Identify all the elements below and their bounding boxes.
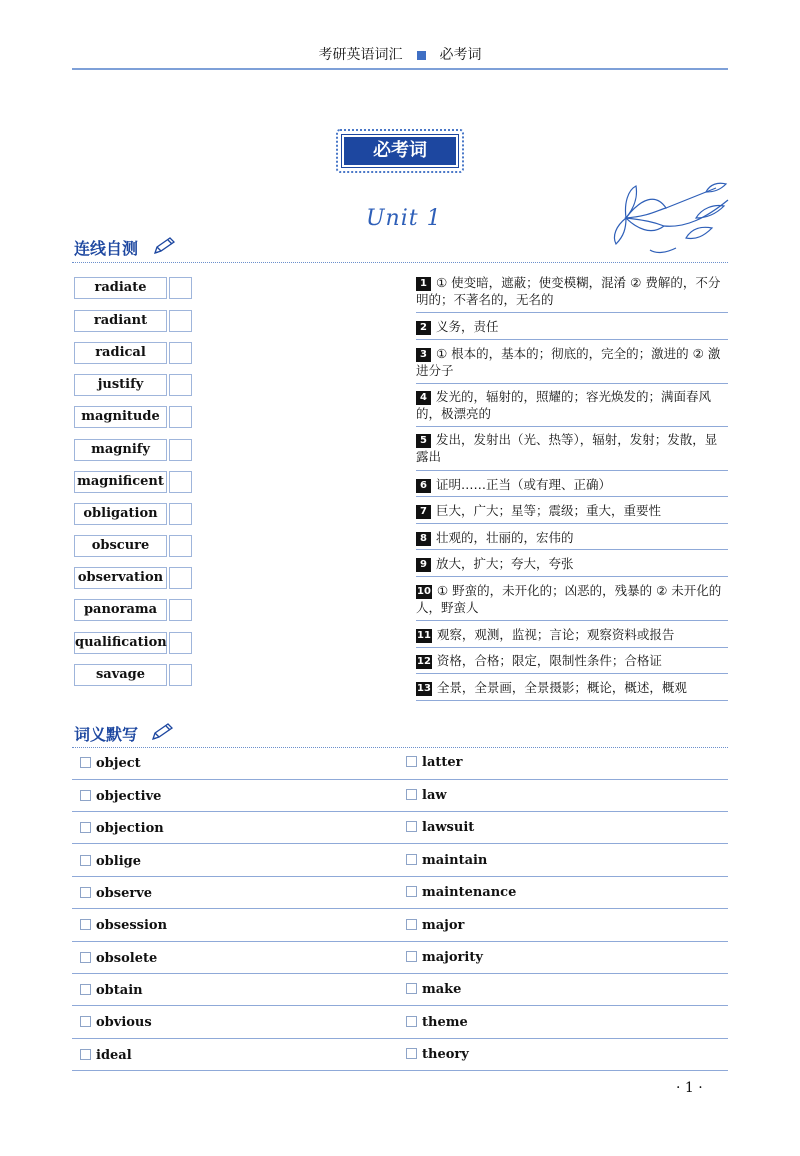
definition-item [416, 274, 728, 308]
checkbox[interactable] [406, 1048, 417, 1059]
match-section-title: 连线自测 [74, 239, 139, 258]
dictation-word: obvious [96, 1015, 152, 1030]
definition-text: 发光的，辐射的，照耀的；容光焕发的；满面春风的，极漂亮的 [416, 389, 712, 421]
definition-text: 证明……正当（或有理、正确） [436, 477, 612, 492]
answer-box[interactable] [169, 632, 192, 654]
running-header [0, 44, 800, 64]
checkbox[interactable] [80, 1049, 91, 1060]
dictation-item [80, 852, 141, 872]
definition-number: 4 [416, 391, 431, 405]
definition-item [416, 652, 728, 669]
definition-number: 13 [417, 683, 431, 694]
dictation-rule [72, 941, 728, 942]
checkbox[interactable] [80, 790, 91, 801]
answer-box[interactable] [169, 471, 192, 493]
definition-item [416, 476, 728, 493]
dictation-word: law [422, 788, 447, 803]
dictation-item [80, 981, 143, 1001]
answer-box[interactable] [169, 567, 192, 589]
definition-rule [416, 470, 728, 471]
definition-number: 5 [416, 434, 431, 448]
dictation-item [406, 851, 487, 871]
checkbox[interactable] [406, 886, 417, 897]
definition-rule [416, 339, 728, 340]
match-word: observation [74, 567, 167, 589]
dictation-item [406, 980, 461, 1000]
definition-text: ① 使变暗，遮蔽；使变模糊，混淆 ② 费解的，不分明的；不著名的，无名的 [416, 275, 721, 307]
dictation-word: maintain [422, 853, 488, 868]
checkbox[interactable] [80, 887, 91, 898]
definition-number: 8 [416, 532, 431, 546]
answer-box[interactable] [169, 439, 192, 461]
dictation-word: theme [422, 1015, 468, 1030]
definition-item [416, 345, 728, 379]
definition-text: 壮观的，壮丽的，宏伟的 [436, 530, 574, 545]
definition-rule [416, 700, 728, 701]
checkbox[interactable] [80, 1016, 91, 1027]
match-word: magnify [74, 439, 167, 461]
match-section-rule [72, 262, 728, 263]
definition-number: 7 [416, 505, 431, 519]
definition-rule [416, 549, 728, 550]
dictation-rule [72, 811, 728, 812]
definition-rule [416, 647, 728, 648]
dictation-item [80, 754, 141, 774]
checkbox[interactable] [80, 855, 91, 866]
checkbox[interactable] [80, 822, 91, 833]
checkbox[interactable] [406, 919, 417, 930]
definition-rule [416, 496, 728, 497]
dictation-item [406, 1045, 469, 1065]
dictation-word: ideal [96, 1048, 132, 1063]
definition-text: 资格，合格；限定，限制性条件；合格证 [436, 653, 662, 668]
match-word: radiate [74, 277, 167, 299]
dictation-rule [72, 1005, 728, 1006]
dictation-item [406, 786, 447, 806]
definition-item [416, 679, 728, 696]
dictation-word: observe [96, 886, 153, 901]
definition-item [416, 626, 728, 643]
dictation-item [406, 916, 464, 936]
pencil-icon [150, 722, 176, 742]
dictation-rule [72, 908, 728, 909]
answer-box[interactable] [169, 374, 192, 396]
dictation-section-rule [72, 747, 728, 748]
definition-text: 巨大，广大；星等；震级；重大，重要性 [436, 503, 662, 518]
answer-box[interactable] [169, 664, 192, 686]
dictation-item [80, 1046, 132, 1066]
answer-box[interactable] [169, 277, 192, 299]
checkbox[interactable] [406, 983, 417, 994]
header-section: 必考词 [439, 47, 482, 63]
definition-number: 2 [416, 321, 431, 335]
section-banner [336, 129, 464, 173]
definition-number: 11 [417, 630, 431, 641]
definition-rule [416, 312, 728, 313]
dictation-word: objection [96, 821, 164, 836]
definition-text: ① 野蛮的，未开化的；凶恶的，残暴的 ② 未开化的人，野蛮人 [416, 583, 722, 615]
header-rule [72, 68, 728, 70]
definition-item [416, 502, 728, 519]
checkbox[interactable] [406, 821, 417, 832]
checkbox[interactable] [406, 854, 417, 865]
definition-number: 1 [416, 277, 431, 291]
pencil-icon [152, 236, 178, 256]
dictation-rule [72, 1038, 728, 1039]
dictation-word: oblige [96, 854, 141, 869]
definition-item [416, 318, 728, 335]
dictation-word: theory [422, 1047, 469, 1062]
answer-box[interactable] [169, 406, 192, 428]
definition-rule [416, 523, 728, 524]
dictation-rule [72, 973, 728, 974]
checkbox[interactable] [406, 1016, 417, 1027]
answer-box[interactable] [169, 342, 192, 364]
dictation-word: objective [96, 789, 162, 804]
dictation-item [406, 883, 516, 903]
page-number: · 1 · [676, 1080, 703, 1096]
dictation-word: lawsuit [422, 820, 475, 835]
dictation-word: majority [422, 950, 483, 965]
dictation-word: object [96, 756, 141, 771]
match-word: obligation [74, 503, 167, 525]
definition-text: 发出，发射出（光、热等），辐射，发射；发散，显露出 [416, 432, 718, 464]
answer-box[interactable] [169, 503, 192, 525]
dictation-item [80, 916, 167, 936]
dictation-word: latter [422, 755, 463, 770]
definition-number: 6 [416, 479, 431, 493]
checkbox[interactable] [80, 757, 91, 768]
dictation-item [80, 787, 161, 807]
dictation-rule [72, 876, 728, 877]
dictation-rule [72, 843, 728, 844]
match-word: panorama [74, 599, 167, 621]
definition-number: 9 [416, 558, 431, 572]
definition-text: ① 根本的，基本的；彻底的，完全的；激进的 ② 激进分子 [416, 346, 721, 378]
definition-item [416, 555, 728, 572]
definition-item [416, 582, 728, 616]
match-word: radical [74, 342, 167, 364]
match-word: magnitude [74, 406, 167, 428]
definition-rule [416, 576, 728, 577]
match-word: justify [74, 374, 167, 396]
definition-rule [416, 383, 728, 384]
dictation-section-title: 词义默写 [74, 725, 139, 744]
checkbox[interactable] [406, 951, 417, 962]
definition-number: 10 [417, 586, 431, 597]
unit-label: Unit 1 [366, 206, 442, 231]
dictation-word: make [422, 982, 462, 997]
checkbox[interactable] [406, 756, 417, 767]
definition-number: 3 [416, 348, 431, 362]
definition-text: 全景，全景画，全景摄影；概论，概述，概观 [436, 680, 687, 695]
lily-flower-icon [606, 178, 732, 258]
dictation-item [406, 818, 474, 838]
checkbox[interactable] [80, 952, 91, 963]
dictation-item [406, 753, 463, 773]
definition-rule [416, 426, 728, 427]
dictation-word: obtain [96, 983, 143, 998]
dictation-rule [72, 1070, 728, 1071]
definition-number: 12 [417, 656, 431, 667]
definition-item [416, 529, 728, 546]
definition-rule [416, 620, 728, 621]
book-title: 考研英语词汇 [318, 47, 403, 63]
match-word: savage [74, 664, 167, 686]
definition-text: 义务，责任 [436, 319, 499, 334]
dictation-word: obsolete [96, 951, 158, 966]
dictation-word: obsession [96, 918, 168, 933]
definition-item [416, 388, 728, 422]
checkbox[interactable] [406, 789, 417, 800]
match-word: qualification [74, 632, 167, 654]
answer-box[interactable] [169, 599, 192, 621]
dictation-item [80, 884, 152, 904]
definition-text: 放大，扩大；夸大，夸张 [436, 556, 574, 571]
dictation-rule [72, 779, 728, 780]
match-word: obscure [74, 535, 167, 557]
dictation-item [406, 948, 483, 968]
dictation-item [80, 949, 157, 969]
match-word: magnificent [74, 471, 167, 493]
checkbox[interactable] [80, 984, 91, 995]
dictation-item [80, 819, 164, 839]
answer-box[interactable] [169, 535, 192, 557]
checkbox[interactable] [80, 919, 91, 930]
match-word: radiant [74, 310, 167, 332]
answer-box[interactable] [169, 310, 192, 332]
dictation-word: maintenance [422, 885, 517, 900]
definition-rule [416, 673, 728, 674]
banner-title: 必考词 [342, 135, 458, 167]
definition-item [416, 431, 728, 465]
dictation-item [80, 1013, 152, 1033]
definition-text: 观察，观测，监视；言论；观察资料或报告 [436, 627, 675, 642]
dictation-word: major [422, 918, 465, 933]
dictation-item [406, 1013, 468, 1033]
header-square-icon [417, 51, 426, 60]
